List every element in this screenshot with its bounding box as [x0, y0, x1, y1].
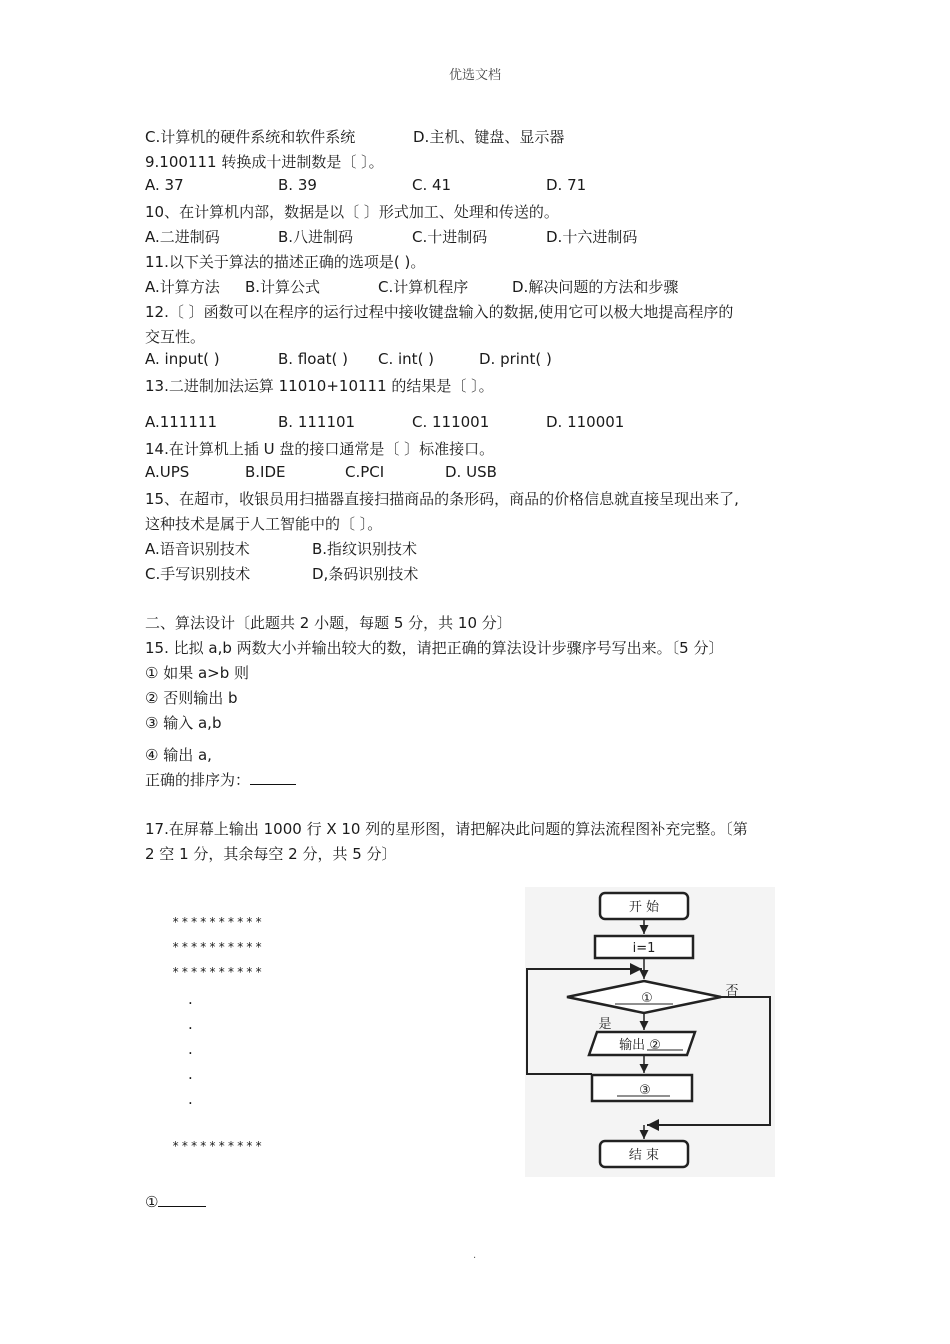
q14-option-c: C.PCI: [345, 463, 385, 481]
q12-option-d: D. print( ): [479, 350, 552, 368]
q11-option-b: B.计算公式: [245, 278, 321, 296]
q9-option-d: D. 71: [546, 176, 587, 194]
q9-option-c: C. 41: [412, 176, 452, 194]
q10-option-a: A.二进制码: [145, 228, 220, 246]
ellipsis-dot-5: .: [188, 1090, 193, 1108]
q11-option-a: A.计算方法: [145, 278, 220, 296]
ellipsis-dot-3: .: [188, 1040, 193, 1058]
q12-stem-line1: 12.〔 〕函数可以在程序的运行过程中接收键盘输入的数据,使用它可以极大地提高程序的: [145, 303, 734, 321]
section2-title: 二、算法设计〔此题共 2 小题，每题 5 分，共 10 分〕: [145, 614, 512, 632]
q17-answer-1-blank[interactable]: [158, 1205, 206, 1207]
q11-option-c: C.计算机程序: [378, 278, 469, 296]
ellipsis-dot-1: .: [188, 990, 193, 1008]
flowchart-init-text: i=1: [632, 941, 656, 956]
q13-option-a: A.111111: [145, 413, 218, 431]
star-row-last: **********: [172, 1139, 265, 1153]
q16-step-1: ① 如果 a>b 则: [145, 664, 250, 682]
q10-option-b: B.八进制码: [278, 228, 354, 246]
q11-option-d: D.解决问题的方法和步骤: [512, 278, 679, 296]
q13-option-c: C. 111001: [412, 413, 490, 431]
q10-stem: 10、在计算机内部，数据是以〔 〕形式加工、处理和传送的。: [145, 203, 559, 221]
q10-option-c: C.十进制码: [412, 228, 488, 246]
q13-option-d: D. 110001: [546, 413, 625, 431]
q16-step-4: ④ 输出 a,: [145, 746, 212, 764]
q12-option-b: B. float( ): [278, 350, 348, 368]
ellipsis-dot-2: .: [188, 1015, 193, 1033]
flowchart-start-text: 开 始: [628, 900, 660, 915]
q12-option-c: C. int( ): [378, 350, 435, 368]
q12-option-a: A. input( ): [145, 350, 220, 368]
q15-option-a: A.语音识别技术: [145, 540, 250, 558]
flowchart-step-text: ③: [639, 1083, 651, 1098]
q10-option-d: D.十六进制码: [546, 228, 638, 246]
q15-stem-line2: 这种技术是属于人工智能中的〔 〕。: [145, 515, 383, 533]
algorithm-flowchart: [525, 887, 775, 1177]
q8-option-c: C.计算机的硬件系统和软件系统: [145, 128, 356, 146]
q16-answer-label: 正确的排序为：: [145, 771, 251, 789]
q15-stem-line1: 15、在超市，收银员用扫描器直接扫描商品的条形码，商品的价格信息就直接呈现出来了,: [145, 490, 739, 508]
q14-option-d: D. USB: [445, 463, 497, 481]
flowchart-end-text: 结 束: [628, 1148, 660, 1163]
q16-step-3: ③ 输入 a,b: [145, 714, 222, 732]
q13-stem: 13.二进制加法运算 11010+10111 的结果是〔 〕。: [145, 377, 494, 395]
footer-mark: .: [473, 1250, 477, 1261]
q9-stem: 9.100111 转换成十进制数是〔 〕。: [145, 153, 384, 171]
q12-stem-line2: 交互性。: [145, 328, 206, 346]
q14-option-a: A.UPS: [145, 463, 190, 481]
q17-answer-1: [145, 1193, 206, 1211]
flowchart-yes-label: 是: [598, 1017, 612, 1032]
ellipsis-dot-4: .: [188, 1065, 193, 1083]
star-row-3: **********: [172, 965, 265, 979]
q15-option-d: D,条码识别技术: [312, 565, 419, 583]
q14-stem: 14.在计算机上插 U 盘的接口通常是〔 〕标准接口。: [145, 440, 495, 458]
q16-stem: 15. 比拟 a,b 两数大小并输出较大的数，请把正确的算法设计步骤序号写出来。〔5 分〕: [145, 639, 724, 657]
q15-option-c: C.手写识别技术: [145, 565, 251, 583]
flowchart-condition-text: ①: [641, 991, 653, 1006]
q17-stem-line1: 17.在屏幕上输出 1000 行 X 10 列的星形图，请把解决此问题的算法流程图补充完整。〔第: [145, 820, 748, 838]
star-row-1: **********: [172, 915, 265, 929]
q17-answer-1-label: ①: [145, 1193, 159, 1211]
q11-stem: 11.以下关于算法的描述正确的选项是( )。: [145, 253, 426, 271]
q16-step-2: ② 否则输出 b: [145, 689, 238, 707]
q8-option-d: D.主机、键盘、显示器: [413, 128, 565, 146]
q9-option-a: A. 37: [145, 176, 184, 194]
q13-option-b: B. 111101: [278, 413, 356, 431]
page-header: 优选文档: [448, 68, 501, 83]
star-row-2: **********: [172, 940, 265, 954]
flowchart-no-label: 否: [725, 984, 739, 999]
q16-answer-blank[interactable]: [250, 783, 296, 785]
q9-option-b: B. 39: [278, 176, 317, 194]
q15-option-b: B.指纹识别技术: [312, 540, 418, 558]
q16-answer: [145, 769, 296, 790]
flowchart-output-text: 输出 ②: [619, 1038, 661, 1053]
q14-option-b: B.IDE: [245, 463, 286, 481]
q17-stem-line2: 2 空 1 分，其余每空 2 分，共 5 分〕: [145, 845, 397, 863]
